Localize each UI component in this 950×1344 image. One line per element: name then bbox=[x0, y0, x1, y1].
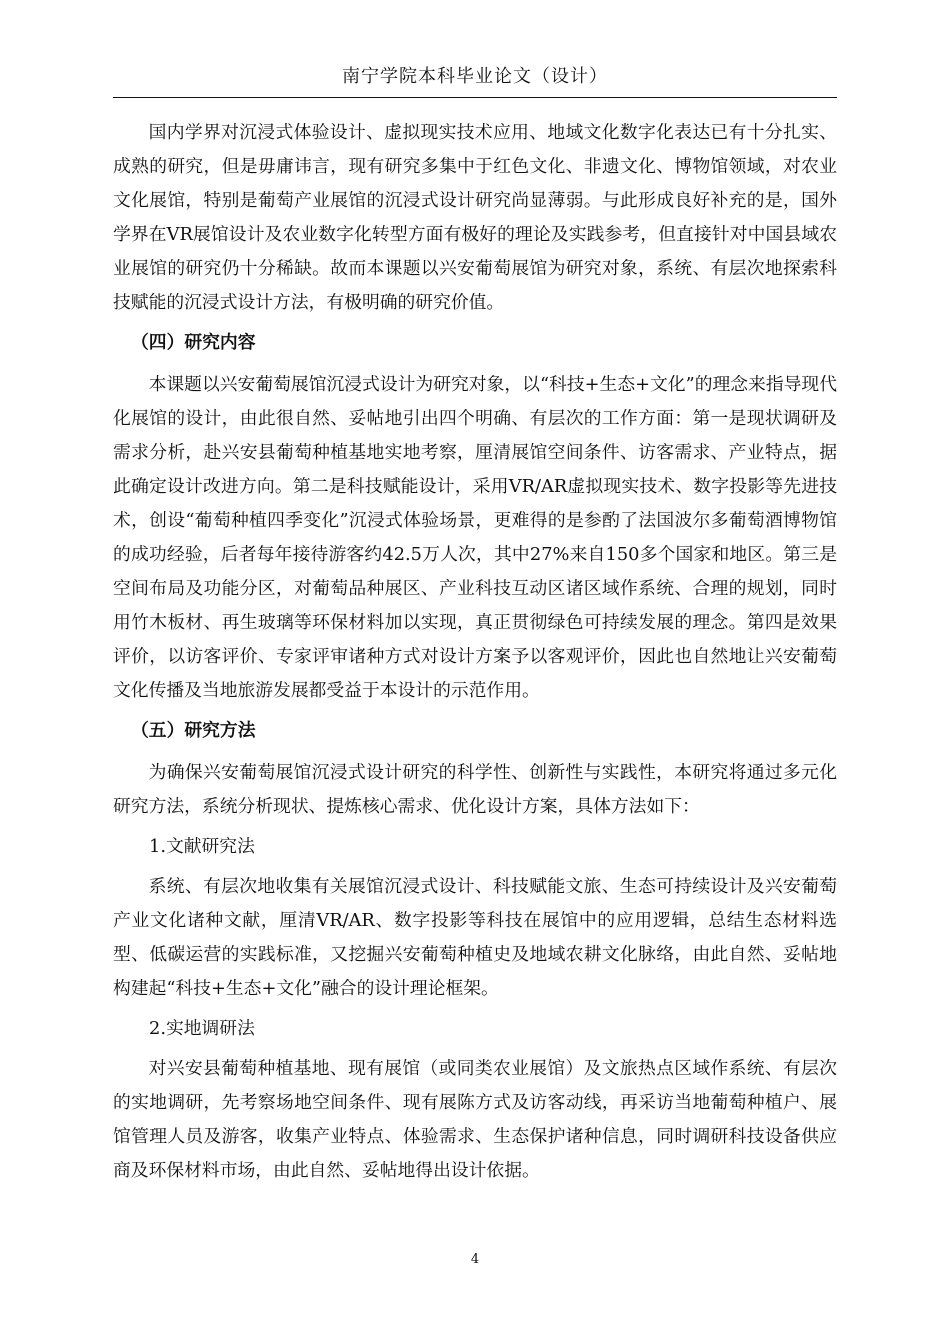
paragraph-literature-gap: 国内学界对沉浸式体验设计、虚拟现实技术应用、地域文化数字化表达已有十分扎实、成熟的研究，但是毋庸讳言，现有研究多集中于红色文化、非遗文化、博物馆领域，对农业文化展馆，特别是葡萄产业展馆的沉浸式设计研究尚显薄弱。与此形成良好补充的是，国外学界在VR展馆设计及农业数字化转型方面有极好的理论及实践参考，但直接针对中国县域农业展馆的研究仍十分稀缺。故而本课题以兴安葡萄展馆为研究对象，系统、有层次地探索科技赋能的沉浸式设计方法，有极明确的研究价值。 bbox=[113, 122, 837, 313]
section-heading-research-methods: （五）研究方法 bbox=[131, 720, 256, 741]
page-body bbox=[113, 116, 837, 1194]
paragraph-methods-intro: 为确保兴安葡萄展馆沉浸式设计研究的科学性、创新性与实践性，本研究将通过多元化研究方法，系统分析现状、提炼核心需求、优化设计方案，具体方法如下： bbox=[113, 762, 837, 817]
paragraph-method-literature: 系统、有层次地收集有关展馆沉浸式设计、科技赋能文旅、生态可持续设计及兴安葡萄产业文化诸种文献，厘清VR/AR、数字投影等科技在展馆中的应用逻辑，总结生态材料选型、低碳运营的实践标准，又挖掘兴安葡萄种植史及地域农耕文化脉络，由此自然、妥帖地构建起“科技+生态+文化”融合的设计理论框架。 bbox=[113, 876, 837, 999]
method-title-literature: 1.文献研究法 bbox=[149, 836, 255, 857]
section-heading-research-content: （四）研究内容 bbox=[131, 332, 256, 353]
method-title-fieldwork: 2.实地调研法 bbox=[149, 1018, 255, 1039]
paragraph-method-fieldwork: 对兴安县葡萄种植基地、现有展馆（或同类农业展馆）及文旅热点区域作系统、有层次的实地调研，先考察场地空间条件、现有展陈方式及访客动线，再采访当地葡萄种植户、展馆管理人员及游客，收集产业特点、体验需求、生态保护诸种信息，同时调研科技设备供应商及环保材料市场，由此自然、妥帖地得出设计依据。 bbox=[113, 1058, 837, 1181]
header-rule bbox=[113, 97, 837, 98]
running-header: 南宁学院本科毕业论文（设计） bbox=[342, 66, 608, 87]
page-number: 4 bbox=[470, 1252, 480, 1267]
paragraph-research-content: 本课题以兴安葡萄展馆沉浸式设计为研究对象，以“科技+生态+文化”的理念来指导现代化展馆的设计，由此很自然、妥帖地引出四个明确、有层次的工作方面：第一是现状调研及需求分析，赴兴安县葡萄种植基地实地考察，厘清展馆空间条件、访客需求、产业特点，据此确定设计改进方向。第二是科技赋能设计，采用VR/AR虚拟现实技术、数字投影等先进技术，创设“葡萄种植四季变化”沉浸式体验场景，更难得的是参酌了法国波尔多葡萄酒博物馆的成功经验，后者每年接待游客约42.5万人次，其中27%来自150多个国家和地区。第三是空间布局及功能分区，对葡萄品种展区、产业科技互动区诸区域作系统、合理的规划，同时用竹木板材、再生玻璃等环保材料加以实现，真正贯彻绿色可持续发展的理念。第四是效果评价，以访客评价、专家评审诸种方式对设计方案予以客观评价，因此也自然地让兴安葡萄文化传播及当地旅游发展都受益于本设计的示范作用。 bbox=[113, 374, 837, 701]
